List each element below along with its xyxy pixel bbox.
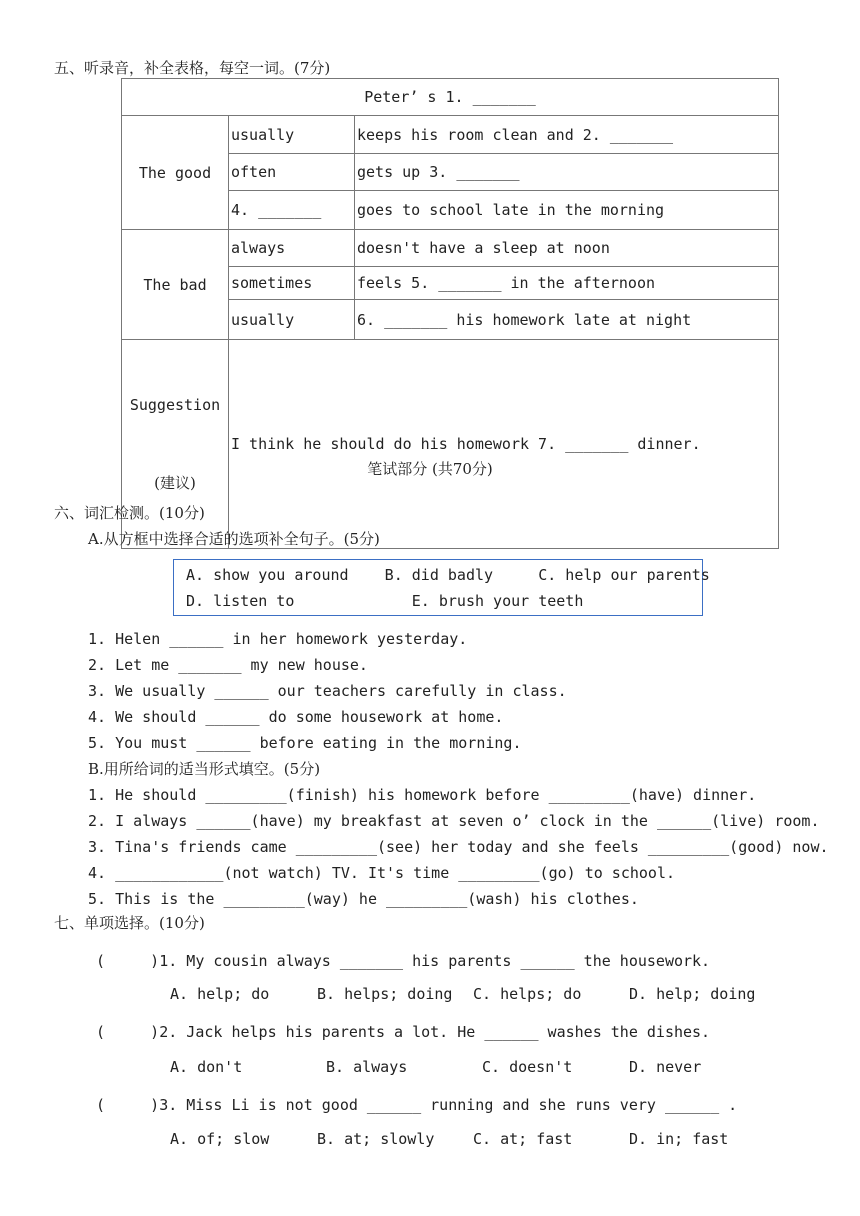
section6-title: 六、词汇检测。(10分): [54, 504, 205, 522]
bad-freq-2: sometimes: [229, 267, 355, 300]
section7-title: 七、单项选择。(10分): [54, 914, 205, 932]
bad-text-3: 6. _______ his homework late at night: [355, 300, 779, 340]
question-3: ( )3. Miss Li is not good ______ running and she runs very ______ .: [96, 1096, 738, 1114]
part-a-item-4: 4. We should ______ do some housework at home.: [88, 708, 504, 726]
suggestion-label-en: Suggestion: [129, 396, 221, 414]
word-box: [173, 559, 710, 616]
q2-option-a: A. don't: [170, 1058, 243, 1076]
word-box-row-1: A. show you around B. did badly C. help our parents: [186, 566, 710, 584]
part-a-title: A.从方框中选择合适的选项补全句子。(5分): [88, 530, 380, 548]
q1-option-c: C. helps; do: [473, 985, 582, 1003]
part-b-item-5: 5. This is the _________(way) he _________(wash) his clothes.: [88, 890, 639, 908]
part-b-item-2: 2. I always ______(have) my breakfast at seven o’ clock in the ______(live) room.: [88, 812, 820, 830]
good-text-3: goes to school late in the morning: [355, 191, 779, 230]
q2-option-d: D. never: [629, 1058, 702, 1076]
question-2: ( )2. Jack helps his parents a lot. He ______ washes the dishes.: [96, 1023, 711, 1041]
good-freq-1: usually: [229, 116, 355, 154]
part-a-item-3: 3. We usually ______ our teachers carefully in class.: [88, 682, 567, 700]
section5-title: 五、听录音，补全表格，每空一词。(7分): [54, 59, 331, 77]
suggestion-label-cn: (建议): [154, 474, 196, 492]
part-a-item-1: 1. Helen ______ in her homework yesterday.: [88, 630, 468, 648]
q1-option-d: D. help; doing: [629, 985, 756, 1003]
good-freq-3: 4. _______: [229, 191, 355, 230]
q1-option-a: A. help; do: [170, 985, 270, 1003]
part-b-item-1: 1. He should _________(finish) his homework before _________(have) dinner.: [88, 786, 757, 804]
bad-freq-1: always: [229, 230, 355, 267]
q3-option-d: D. in; fast: [629, 1130, 729, 1148]
word-box-row-2: D. listen to E. brush your teeth: [186, 592, 584, 610]
question-1: ( )1. My cousin always _______ his parents ______ the housework.: [96, 952, 711, 970]
part-a-item-5: 5. You must ______ before eating in the morning.: [88, 734, 522, 752]
q2-option-b: B. always: [326, 1058, 408, 1076]
good-freq-2: often: [229, 154, 355, 191]
q2-option-c: C. doesn't: [482, 1058, 573, 1076]
q1-option-b: B. helps; doing: [317, 985, 453, 1003]
written-part-title: 笔试部分 (共70分): [367, 460, 493, 478]
bad-freq-3: usually: [229, 300, 355, 340]
bad-label: The bad: [122, 230, 229, 340]
bad-text-2: feels 5. _______ in the afternoon: [355, 267, 779, 300]
q3-option-b: B. at; slowly: [317, 1130, 435, 1148]
good-text-2: gets up 3. _______: [355, 154, 779, 191]
q3-option-c: C. at; fast: [473, 1130, 573, 1148]
part-a-item-2: 2. Let me _______ my new house.: [88, 656, 368, 674]
table-header: Peter’ s 1. _______: [122, 79, 779, 116]
suggestion-text: I think he should do his homework 7. _______ dinner.: [229, 340, 779, 549]
part-b-item-3: 3. Tina's friends came _________(see) her today and she feels _________(good) now.: [88, 838, 829, 856]
part-b-item-4: 4. ____________(not watch) TV. It's time _________(go) to school.: [88, 864, 675, 882]
q3-option-a: A. of; slow: [170, 1130, 270, 1148]
bad-text-1: doesn't have a sleep at noon: [355, 230, 779, 267]
good-label: The good: [122, 116, 229, 230]
good-text-1: keeps his room clean and 2. _______: [355, 116, 779, 154]
part-b-title: B.用所给词的适当形式填空。(5分): [88, 760, 321, 778]
